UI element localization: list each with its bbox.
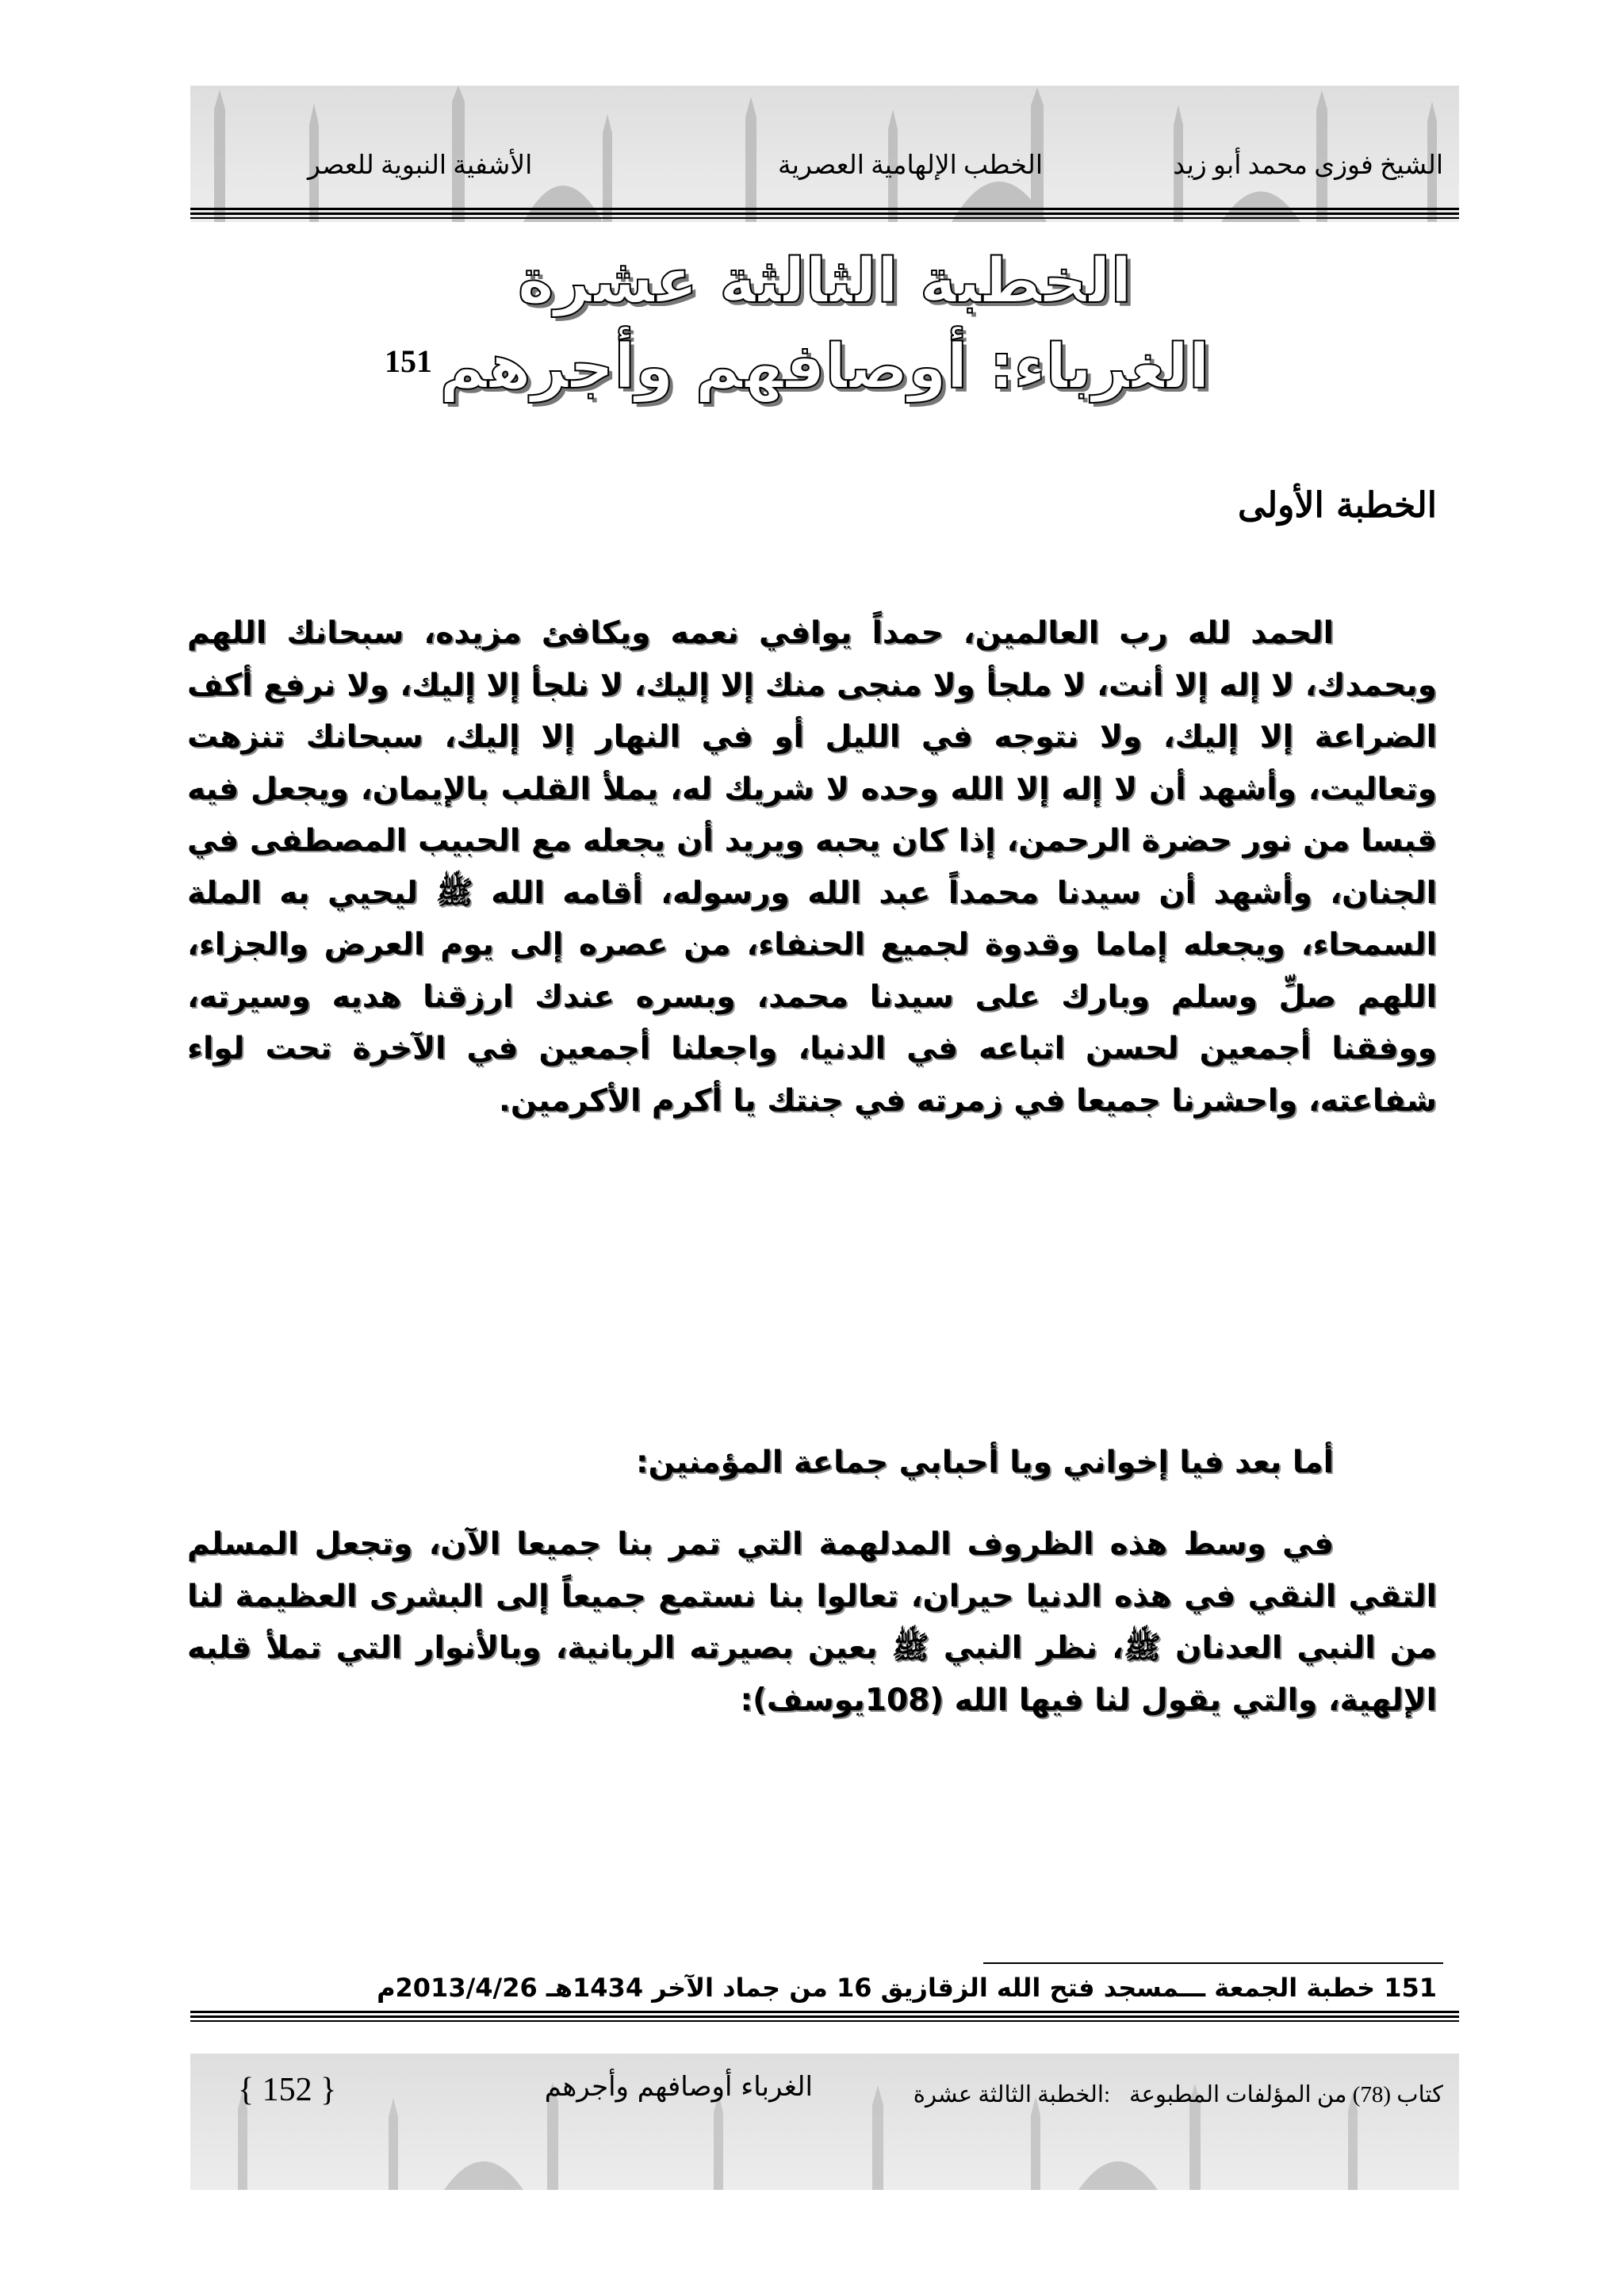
- footnote-reference: 151: [385, 343, 432, 379]
- footer-khutbah-label: الخطبة الثالثة عشرة:: [913, 2082, 1110, 2107]
- footnote-text: 151 خطبة الجمعة ـــمسجد فتح الله الزقازيق 16 من جماد الآخر 1434هـ 2013/4/26م: [377, 1973, 1437, 2003]
- header-author: الشيخ فوزى محمد أبو زيد: [1173, 151, 1443, 180]
- footer-book-info: كتاب (78) من المؤلفات المطبوعة: [1129, 2082, 1443, 2107]
- footnote-rule: [983, 1962, 1443, 1964]
- page-number: { 152 }: [238, 2072, 337, 2108]
- running-footer: [206, 2071, 1443, 2119]
- header-series: الخطب الإلهامية العصرية: [778, 151, 1043, 180]
- paragraph-body: في وسط هذه الظروف المدلهمة التي تمر بنا جميعا الآن، وتجعل المسلم التقي النقي في هذه الدنيا حيران، تعالوا بنا نستمع جميعاً إلى البشرى العظيمة لنا من النبي العدنان ﷺ، نظر النبي ﷺ بعين بصيرته الربانية، وبالأنوار التي تملأ قلبه الإلهية، والتي يقول لنا فيها الله (108يوسف):: [187, 1526, 1437, 1718]
- header-divider: [190, 208, 1459, 219]
- page-title: الخطبة الثالثة عشرة: [517, 246, 1132, 317]
- header-book-title: الأشفية النبوية للعصر: [308, 151, 533, 180]
- paragraph-address: أما بعد فيا إخواني ويا أحبابي جماعة المؤمنين:: [635, 1445, 1334, 1480]
- page-subtitle: الغرباء: أوصافهم وأجرهم: [439, 331, 1210, 403]
- footnote-divider: [190, 2011, 1459, 2022]
- running-header: [206, 149, 1443, 189]
- paragraph-opening-praise: الحمد لله رب العالمين، حمداً يوافي نعمه ويكافئ مزيده، سبحانك اللهم وبحمدك، لا إله إلا أنت، لا ملجأ ولا منجى منك إلا إليك، لا نلجأ إلا إليك، ولا نرفع أكف الضراعة إلا إليك، ولا نتوجه في الليل أو في النهار إلا إليك، سبحانك تنزهت وتعاليت، وأشهد أن لا إله إلا الله وحده لا شريك له، يملأ القلب بالإيمان، ويجعل فيه قبسا من نور حضرة الرحمن، إذا كان يحبه ويريد أن يجعله مع الحبيب المصطفى في الجنان، وأشهد أن سيدنا محمداً عبد الله ورسوله، أقامه الله ﷺ ليحيي به الملة السمحاء، ويجعله إماما وقدوة لجميع الحنفاء، من عصره إلى يوم العرض والجزاء، اللهم صلِّ وسلم وبارك على سيدنا محمد، وبسره عندك ارزقنا هديه وسيرته، ووفقنا أجمعين لحسن اتباعه في الدنيا، واجعلنا أجمعين في الآخرة تحت لواء شفاعته، واحشرنا جميعا في زمرته في جنتك يا أكرم الأكرمين.: [187, 615, 1437, 1119]
- section-heading: الخطبة الأولى: [1238, 485, 1437, 526]
- footer-khutbah-title: الغرباء أوصافهم وأجرهم: [544, 2071, 813, 2103]
